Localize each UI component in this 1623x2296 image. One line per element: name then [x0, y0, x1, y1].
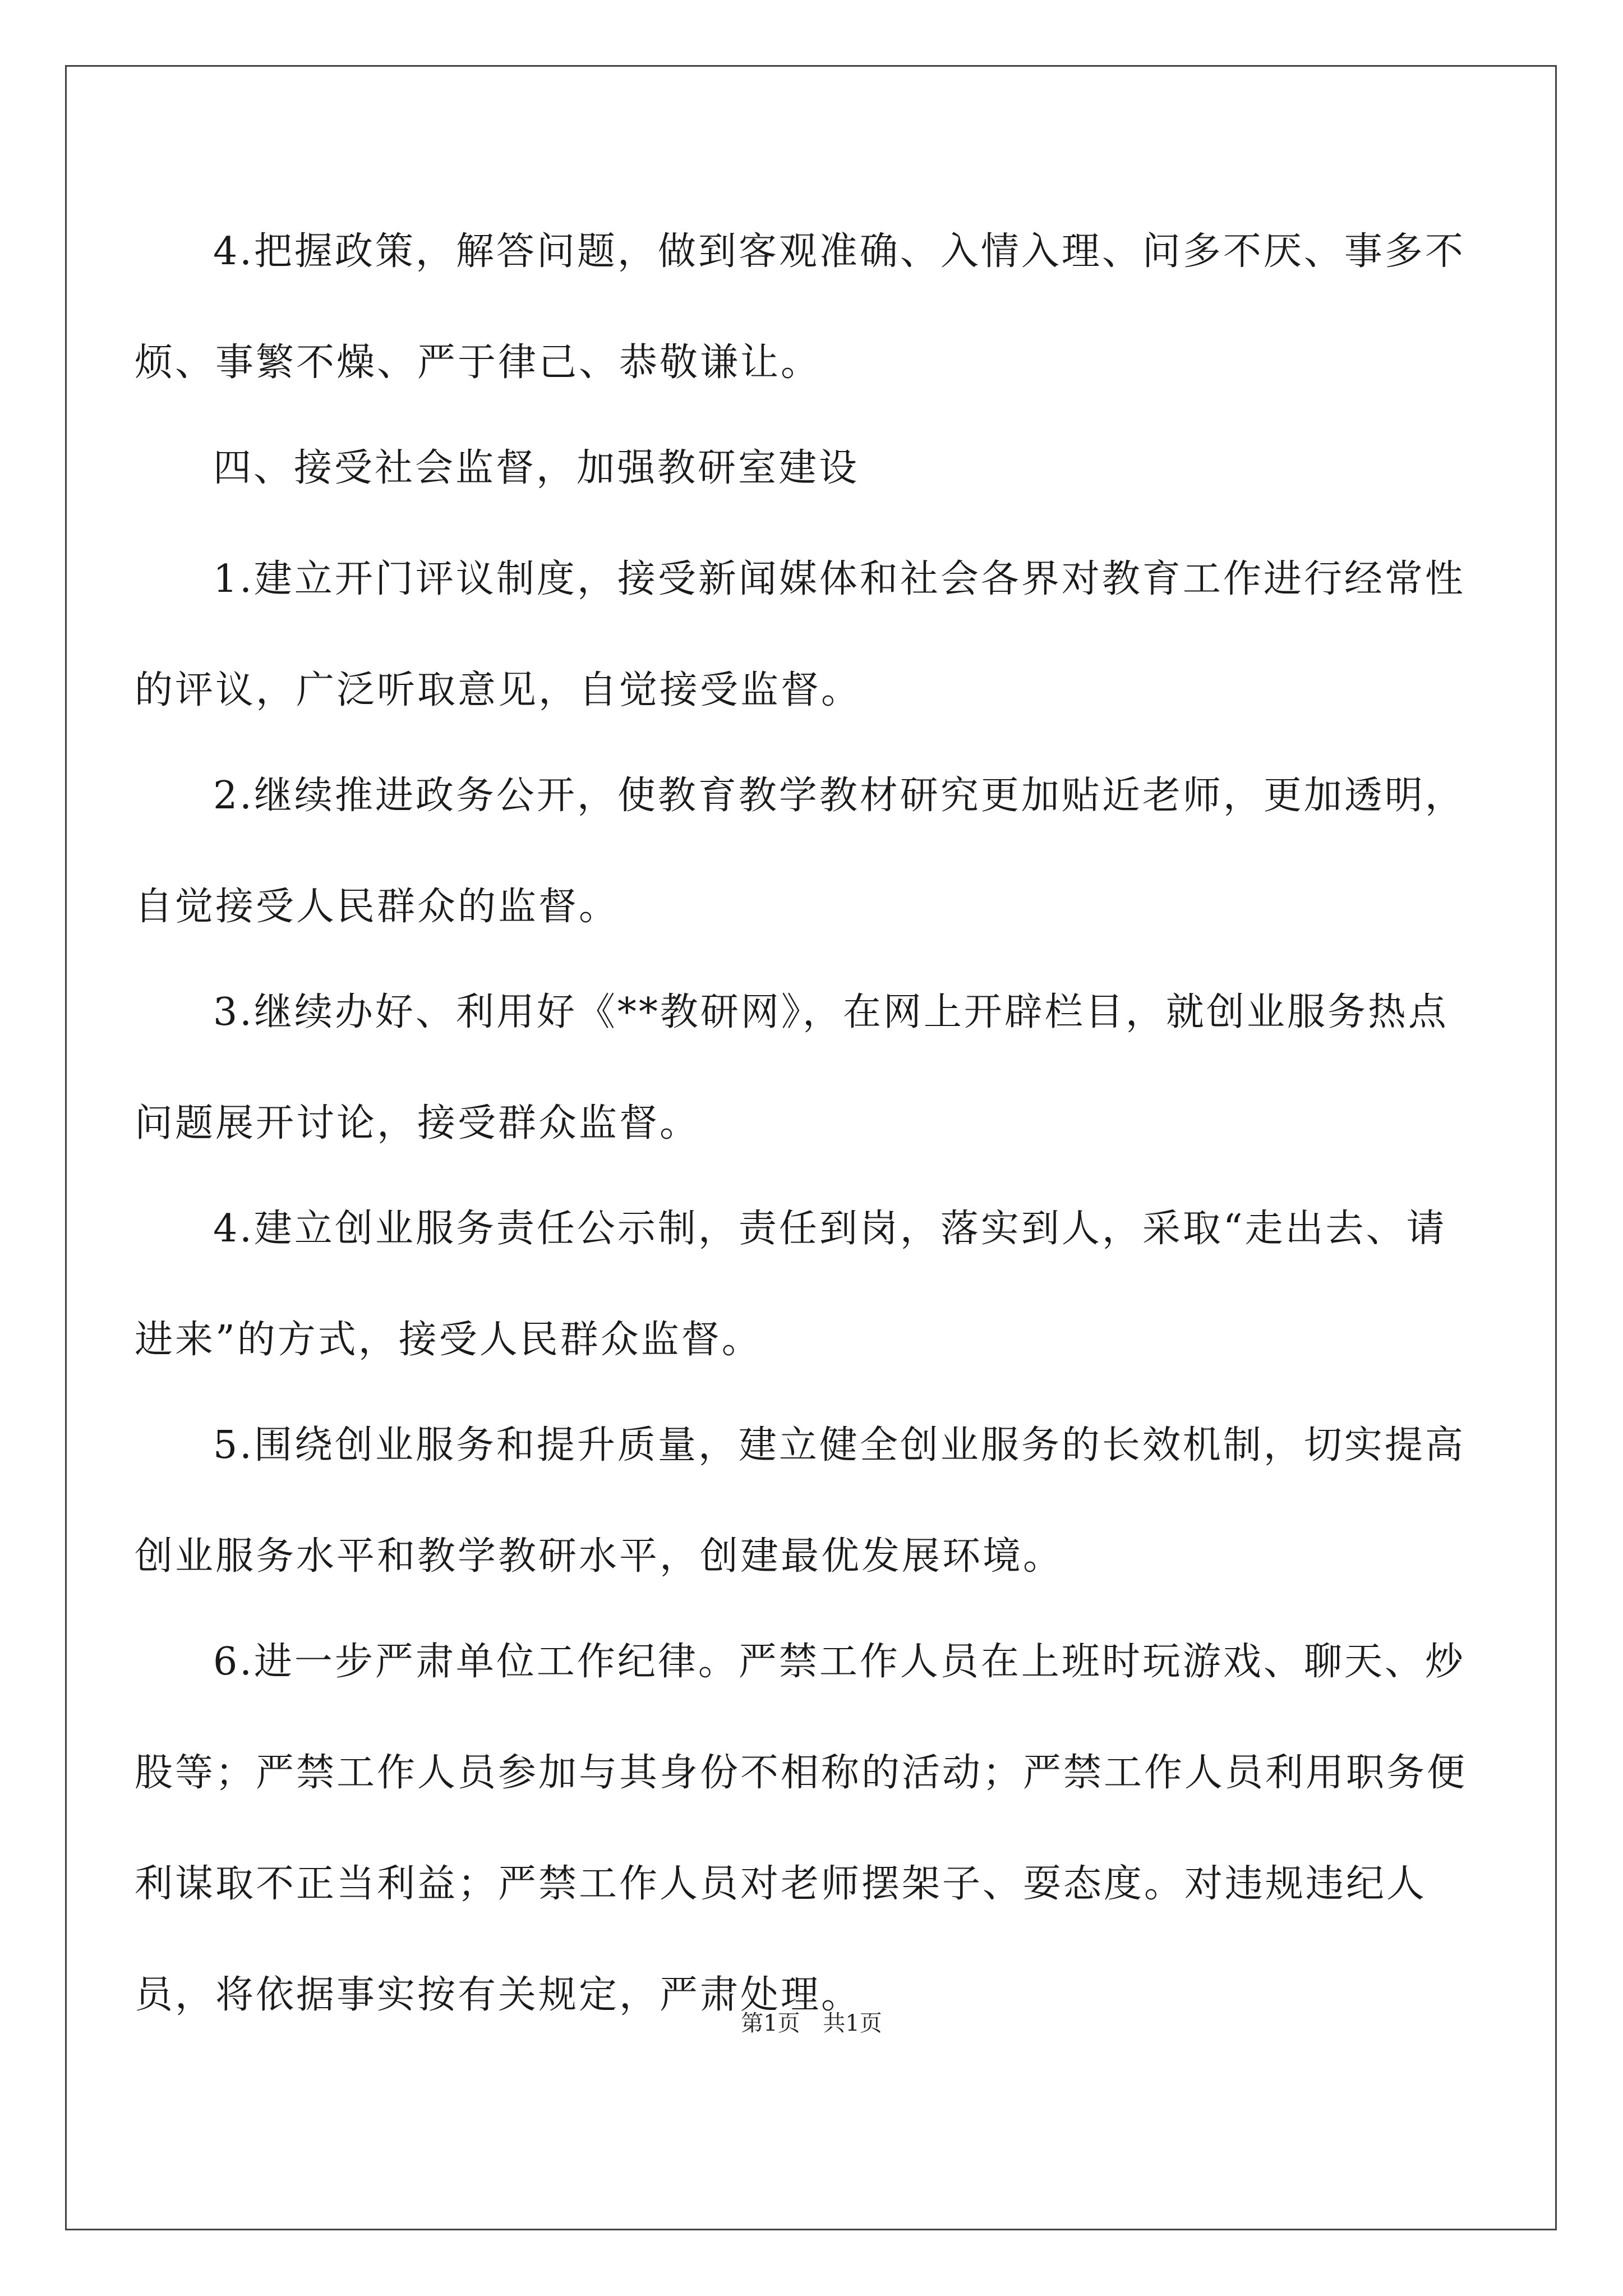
paragraph-4: 3.继续办好、利用好《**教研网》，在网上开辟栏目，就创业服务热点问题展开讨论，接受群众监督。 [135, 990, 1449, 1145]
paragraph-6: 5.围绕创业服务和提升质量，建立健全创业服务的长效机制，切实提高创业服务水平和教学教研水平，创建最优发展环境。 [135, 1423, 1465, 1579]
section-heading: 四、接受社会监督，加强教研室建设 [213, 446, 860, 490]
paragraph-3: 2.继续推进政务公开，使教育教学教材研究更加贴近老师，更加透明，自觉接受人民群众的监督。 [135, 774, 1465, 929]
page-number-total: 共1页 [823, 2010, 882, 2036]
paragraph-5: 4.建立创业服务责任公示制，责任到岗，落实到人，采取“走出去、请进来”的方式，接受人民群众监督。 [135, 1207, 1447, 1362]
paragraph-1: 4.把握政策，解答问题，做到客观准确、入情入理、问多不厌、事多不烦、事繁不燥、严于律己、恭敬谦让。 [135, 229, 1465, 385]
page-number-current: 第1页 [741, 2010, 800, 2036]
page-footer [0, 2005, 1623, 2037]
paragraph-2: 1.建立开门评议制度，接受新闻媒体和社会各界对教育工作进行经常性的评议，广泛听取意见，自觉接受监督。 [135, 557, 1465, 712]
paragraph-7: 6.进一步严肃单位工作纪律。严禁工作人员在上班时玩游戏、聊天、炒股等；严禁工作人员参加与其身份不相称的活动；严禁工作人员利用职务便利谋取不正当利益；严禁工作人员对老师摆架子、耍态度。对违规违纪人员，将依据事实按有关规定，严肃处理。 [135, 1640, 1468, 2017]
